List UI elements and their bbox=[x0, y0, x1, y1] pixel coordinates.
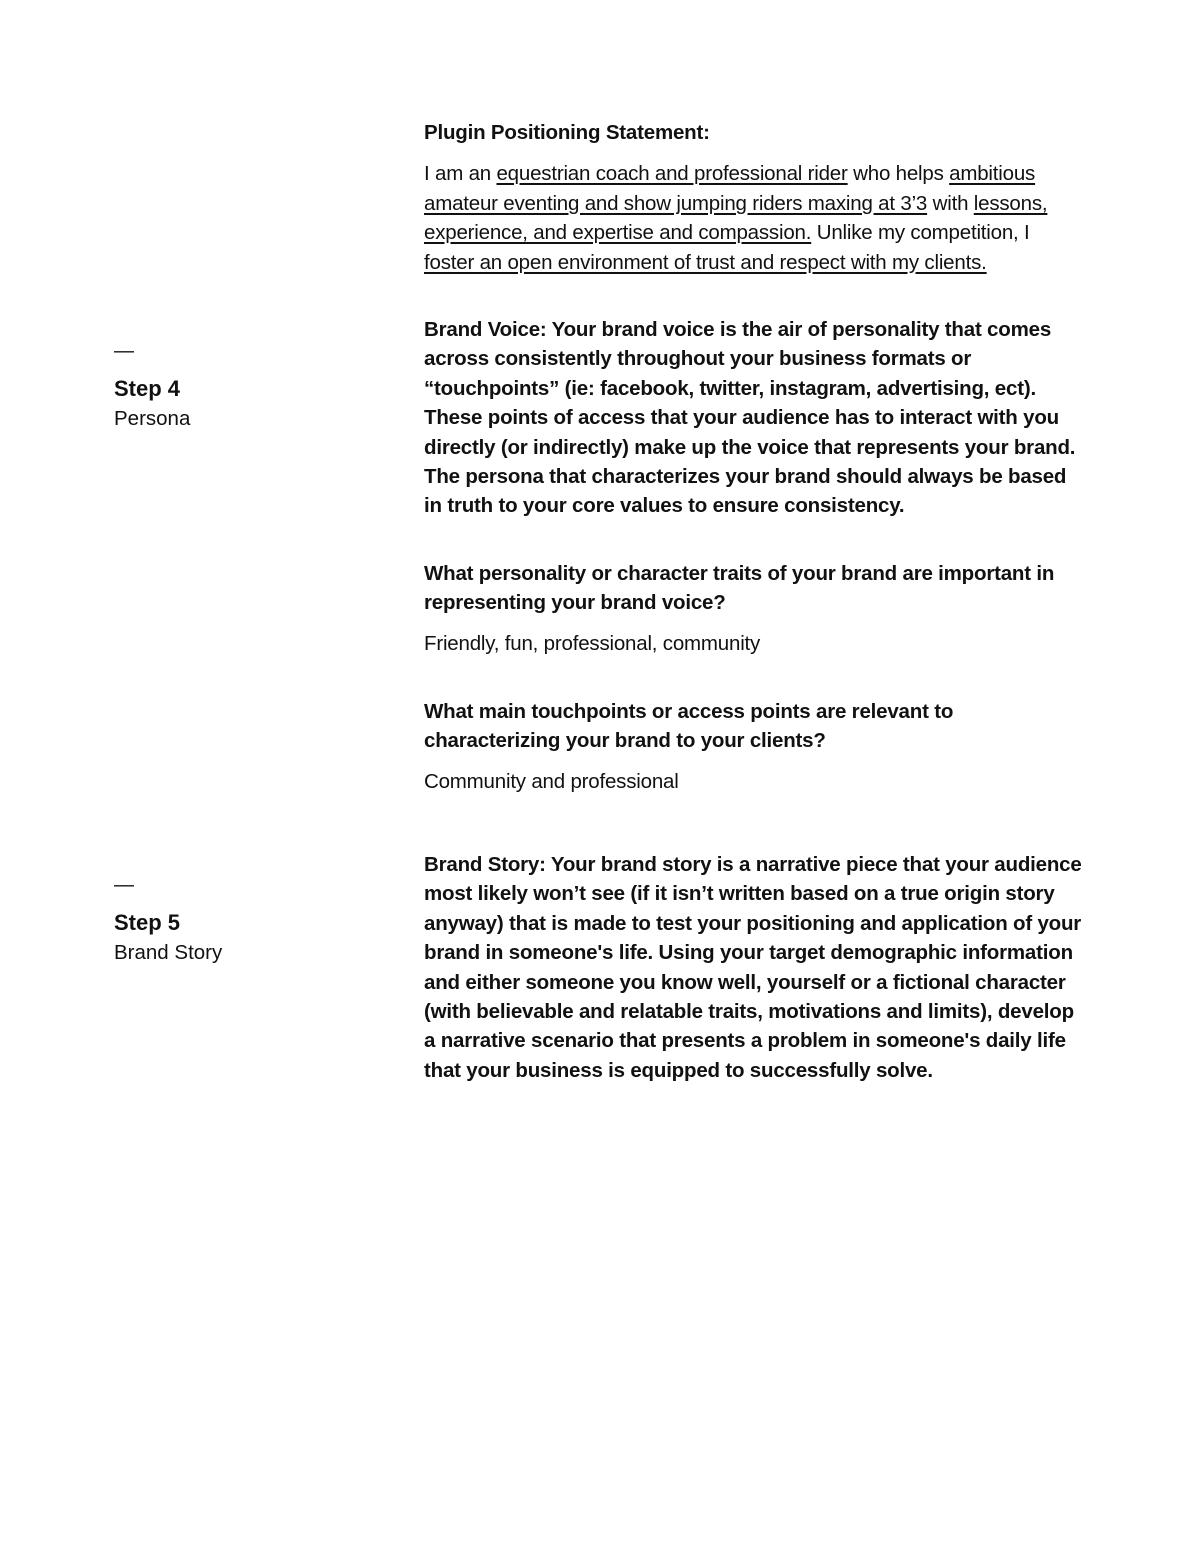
positioning-fill-differentiator: foster an open environment of trust and respect with my clients. bbox=[424, 250, 987, 274]
brand-story-description: Brand Story: Your brand story is a narrative piece that your audience most likely won’t see (if it isn’t written based on a true origin story anyway) that is made to test your positioning and application of your brand in someone's life. Using your target demographic information and either someone you know well, yourself or a fictional character (with believable and relatable traits, motivations and limits), develop a narrative scenario that presents a problem in someone's daily life that your business is equipped to successfully solve. bbox=[424, 853, 1082, 1082]
positioning-fill-audience: ambitious amateur eventing and show jumping riders maxing at 3’3 bbox=[424, 162, 1036, 215]
step-5-label bbox=[114, 874, 374, 967]
positioning-heading: Plugin Positioning Statement: bbox=[424, 121, 710, 144]
touchpoints-answer: Community and professional bbox=[424, 769, 679, 793]
positioning-fill-offer: lessons, experience, and expertise and compassion. bbox=[424, 191, 1048, 245]
brand-story-section bbox=[424, 850, 1084, 1085]
positioning-section bbox=[424, 118, 1084, 277]
brand-voice-section bbox=[424, 315, 1084, 521]
traits-question: What personality or character traits of your brand are important in representing your brand voice? bbox=[424, 562, 1055, 615]
step-4-dash: — bbox=[114, 340, 134, 362]
touchpoints-question: What main touchpoints or access points are relevant to characterizing your brand to your clients? bbox=[424, 700, 954, 753]
positioning-text-1: I am an bbox=[424, 162, 497, 186]
step-5-dash: — bbox=[114, 874, 134, 896]
step-4-subtitle: Persona bbox=[114, 407, 191, 430]
step-4-title: Step 4 bbox=[114, 376, 181, 401]
traits-section bbox=[424, 559, 1084, 658]
brand-voice-description: Brand Voice: Your brand voice is the air of personality that comes across consistently throughout your business formats or “touchpoints” (ie: facebook, twitter, instagram, advertising, ect). These points of access that your audience has to interact with you directly (or indirectly) make up the voice that represents your brand. The persona that characterizes your brand should always be based in truth to your core values to ensure consistency. bbox=[424, 318, 1076, 518]
positioning-fill-role: equestrian coach and professional rider bbox=[496, 162, 848, 186]
touchpoints-section bbox=[424, 697, 1084, 796]
positioning-statement bbox=[424, 159, 1084, 277]
positioning-text-2: who helps bbox=[847, 162, 950, 186]
step-5-subtitle: Brand Story bbox=[114, 941, 223, 964]
step-4-label bbox=[114, 340, 374, 433]
step-5-title: Step 5 bbox=[114, 910, 181, 935]
traits-answer: Friendly, fun, professional, community bbox=[424, 631, 761, 655]
positioning-text-3: with bbox=[927, 191, 974, 215]
positioning-text-4: Unlike my competition, I bbox=[811, 221, 1030, 245]
